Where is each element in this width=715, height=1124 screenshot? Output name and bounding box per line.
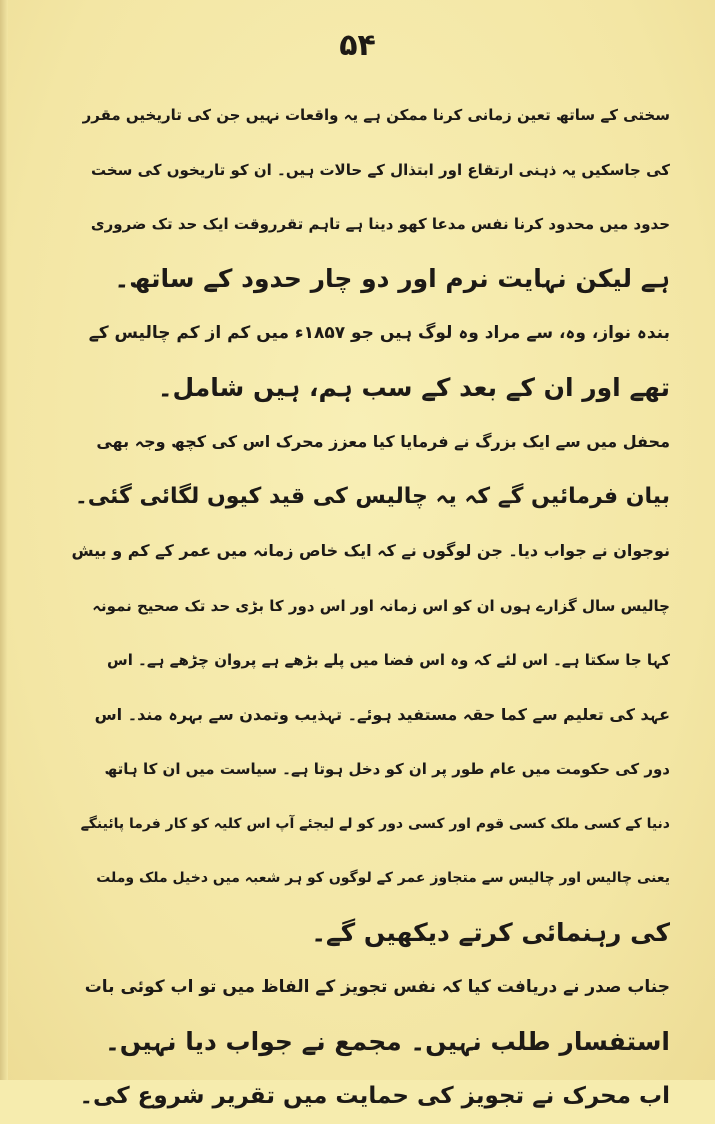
text-line: کہا جا سکتا ہے۔ اس لئے کہ وہ اس فضا میں پلے بڑھے ہے پروان چڑھے ہے۔ اس	[107, 651, 670, 669]
text-line: بیان فرمائیں گے کہ یہ چالیس کی قید کیوں لگائی گئی۔	[74, 483, 670, 509]
text-line: کی رہنمائی کرتے دیکھیں گے۔	[311, 917, 670, 947]
text-line: استفسار طلب نہیں۔ مجمع نے جواب دیا نہیں۔	[105, 1026, 670, 1056]
text-line: جناب صدر نے دریافت کیا کہ نفس تجویز کے الفاظ میں تو اب کوئی بات	[84, 977, 670, 997]
text-line: ہے لیکن نہایت نرم اور دو چار حدود کے ساتھ۔	[114, 263, 670, 293]
text-line: محفل میں سے ایک بزرگ نے فرمایا کیا معزز محرک اس کی کچھ وجہ بھی	[96, 432, 670, 451]
text-line: عہد کی تعلیم سے کما حقہ مستفید ہوئے۔ تہذیب وتمدن سے بہرہ مند۔ اس	[94, 704, 670, 724]
text-line: یعنی چالیس اور چالیس سے متجاوز عمر کے لوگوں کو ہر شعبہ میں دخیل ملک وملت	[96, 870, 670, 886]
text-line: کی جاسکیں یہ ذہنی ارتقاع اور ابتذال کے حالات ہیں۔ ان کو تاریخوں کی سخت	[90, 160, 670, 179]
page-edge-shadow	[0, 0, 8, 1080]
text-line: بندہ نواز، وہ، سے مراد وہ لوگ ہیں جو ۱۸۵۷ء میں کم از کم چالیس کے	[88, 323, 670, 343]
text-line: سختی کے ساتھ تعین زمانی کرنا ممکن ہے یہ واقعات نہیں جن کی تاریخیں مقرر	[82, 106, 670, 124]
text-line: دنیا کے کسی ملک کسی قوم اور کسی دور کو لے لیجئے آپ اس کلیہ کو کار فرما پائینگے	[80, 815, 670, 832]
text-line: چالیس سال گزارے ہوں ان کو اس زمانہ اور اس دور کا بڑی حد تک صحیح نمونہ	[92, 596, 670, 615]
text-line: اب محرک نے تجویز کی حمایت میں تقریر شروع کی۔	[79, 1083, 670, 1109]
text-line: دور کی حکومت میں عام طور پر ان کو دخل ہوتا ہے۔ سیاست میں ان کا ہاتھ	[104, 760, 670, 778]
page-body-text	[70, 88, 670, 1124]
text-line: حدود میں محدود کرنا نفس مدعا کھو دینا ہے تاہم تقرروقت ایک حد تک ضروری	[90, 215, 670, 233]
text-line: تھے اور ان کے بعد کے سب ہم، ہیں شامل۔	[157, 372, 670, 402]
text-line: نوجوان نے جواب دیا۔ جن لوگوں نے کہ ایک خاص زمانہ میں عمر کے کم و بیش	[71, 541, 670, 560]
page-number: ۵۴	[339, 28, 376, 63]
